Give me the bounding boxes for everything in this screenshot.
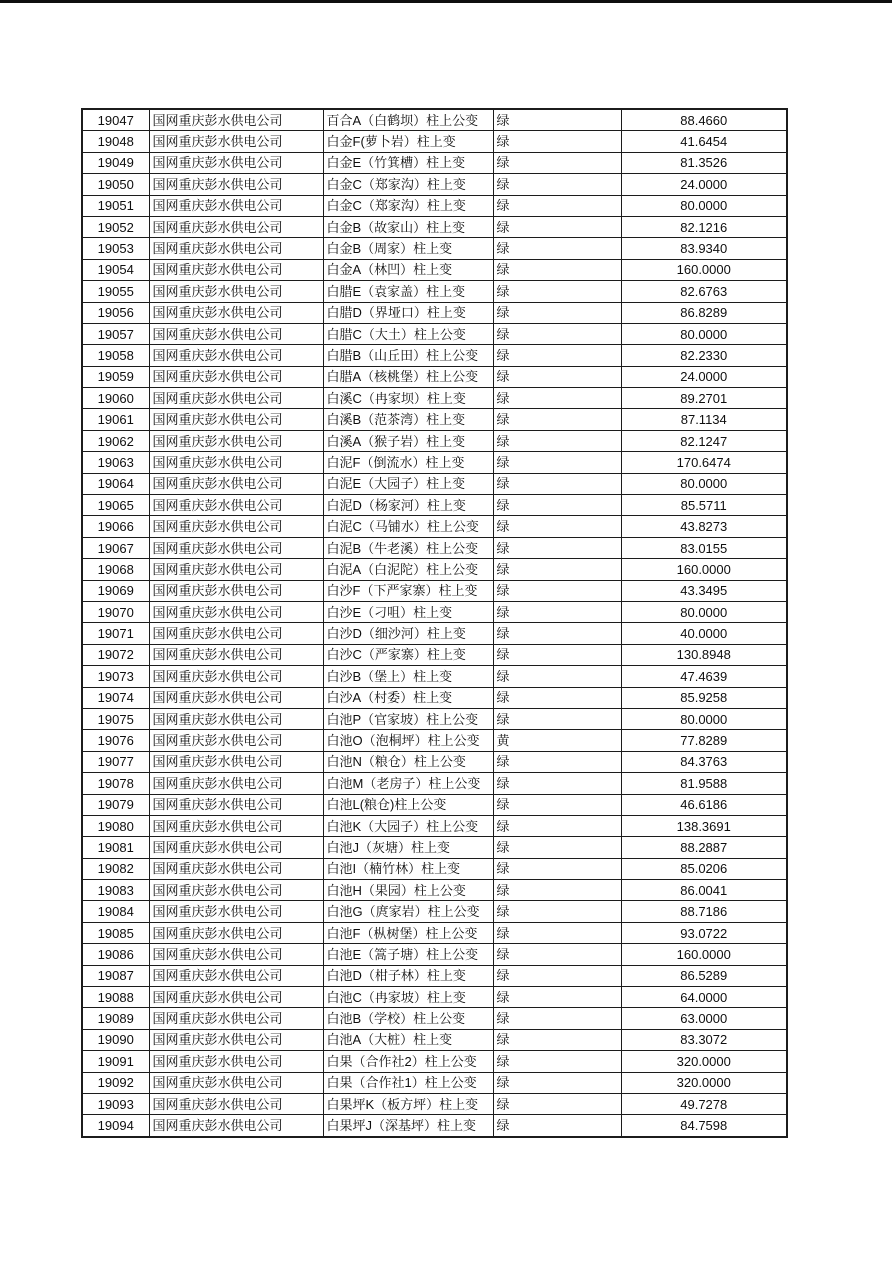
row-id-cell: 19092 (82, 1072, 149, 1093)
company-cell: 国网重庆彭水供电公司 (149, 516, 323, 537)
company-cell: 国网重庆彭水供电公司 (149, 944, 323, 965)
transformer-name-cell: 白池G（庹家岩）柱上公变 (323, 901, 493, 922)
company-cell: 国网重庆彭水供电公司 (149, 281, 323, 302)
table-row (82, 687, 787, 708)
table-row (82, 537, 787, 558)
row-id-cell: 19053 (82, 238, 149, 259)
status-cell: 绿 (493, 1051, 621, 1072)
table-row (82, 559, 787, 580)
status-cell: 绿 (493, 109, 621, 131)
transformer-name-cell: 白沙C（严家寨）柱上变 (323, 644, 493, 665)
company-cell: 国网重庆彭水供电公司 (149, 601, 323, 622)
row-id-cell: 19050 (82, 174, 149, 195)
row-id-cell: 19086 (82, 944, 149, 965)
row-id-cell: 19064 (82, 473, 149, 494)
transformer-name-cell: 白果（合作社2）柱上公变 (323, 1051, 493, 1072)
status-cell: 黄 (493, 730, 621, 751)
value-cell: 80.0000 (621, 708, 787, 729)
value-cell: 85.0206 (621, 858, 787, 879)
status-cell: 绿 (493, 1093, 621, 1114)
company-cell: 国网重庆彭水供电公司 (149, 858, 323, 879)
status-cell: 绿 (493, 751, 621, 772)
table-row (82, 216, 787, 237)
company-cell: 国网重庆彭水供电公司 (149, 216, 323, 237)
table-row (82, 238, 787, 259)
value-cell: 80.0000 (621, 195, 787, 216)
table-row (82, 644, 787, 665)
value-cell: 82.1216 (621, 216, 787, 237)
status-cell: 绿 (493, 281, 621, 302)
row-id-cell: 19065 (82, 495, 149, 516)
table-row (82, 366, 787, 387)
status-cell: 绿 (493, 430, 621, 451)
transformer-name-cell: 白池P（官家坡）柱上公变 (323, 708, 493, 729)
transformer-name-cell: 白池E（篙子塘）柱上公变 (323, 944, 493, 965)
value-cell: 77.8289 (621, 730, 787, 751)
transformer-name-cell: 白腊C（大土）柱上公变 (323, 323, 493, 344)
value-cell: 88.4660 (621, 109, 787, 131)
row-id-cell: 19048 (82, 131, 149, 152)
table-row (82, 773, 787, 794)
row-id-cell: 19085 (82, 922, 149, 943)
value-cell: 46.6186 (621, 794, 787, 815)
table-row (82, 345, 787, 366)
transformer-name-cell: 百合A（白鹤坝）柱上公变 (323, 109, 493, 131)
company-cell: 国网重庆彭水供电公司 (149, 880, 323, 901)
company-cell: 国网重庆彭水供电公司 (149, 195, 323, 216)
table-row (82, 495, 787, 516)
row-id-cell: 19094 (82, 1115, 149, 1137)
transformer-name-cell: 白金C（郑家沟）柱上变 (323, 195, 493, 216)
transformer-name-cell: 白泥B（牛老溪）柱上公变 (323, 537, 493, 558)
status-cell: 绿 (493, 1008, 621, 1029)
company-cell: 国网重庆彭水供电公司 (149, 409, 323, 430)
table-row (82, 1008, 787, 1029)
table-row (82, 409, 787, 430)
table-row (82, 815, 787, 836)
transformer-name-cell: 白沙A（村委）柱上变 (323, 687, 493, 708)
company-cell: 国网重庆彭水供电公司 (149, 388, 323, 409)
status-cell: 绿 (493, 131, 621, 152)
transformer-name-cell: 白果（合作社1）柱上公变 (323, 1072, 493, 1093)
table-row (82, 601, 787, 622)
row-id-cell: 19072 (82, 644, 149, 665)
table-row (82, 837, 787, 858)
value-cell: 81.9588 (621, 773, 787, 794)
transformer-name-cell: 白沙D（细沙河）柱上变 (323, 623, 493, 644)
company-cell: 国网重庆彭水供电公司 (149, 1093, 323, 1114)
value-cell: 80.0000 (621, 473, 787, 494)
table-row (82, 302, 787, 323)
status-cell: 绿 (493, 473, 621, 494)
company-cell: 国网重庆彭水供电公司 (149, 559, 323, 580)
table-row (82, 195, 787, 216)
value-cell: 89.2701 (621, 388, 787, 409)
row-id-cell: 19051 (82, 195, 149, 216)
row-id-cell: 19071 (82, 623, 149, 644)
table-row (82, 281, 787, 302)
row-id-cell: 19079 (82, 794, 149, 815)
company-cell: 国网重庆彭水供电公司 (149, 987, 323, 1008)
row-id-cell: 19074 (82, 687, 149, 708)
status-cell: 绿 (493, 580, 621, 601)
transformer-name-cell: 白金B（周家）柱上变 (323, 238, 493, 259)
row-id-cell: 19080 (82, 815, 149, 836)
transformer-name-cell: 白池A（大桩）柱上变 (323, 1029, 493, 1050)
value-cell: 160.0000 (621, 559, 787, 580)
company-cell: 国网重庆彭水供电公司 (149, 580, 323, 601)
value-cell: 43.8273 (621, 516, 787, 537)
transformer-name-cell: 白腊D（界垭口）柱上变 (323, 302, 493, 323)
table-row (82, 516, 787, 537)
company-cell: 国网重庆彭水供电公司 (149, 473, 323, 494)
table-row (82, 131, 787, 152)
status-cell: 绿 (493, 409, 621, 430)
row-id-cell: 19055 (82, 281, 149, 302)
row-id-cell: 19062 (82, 430, 149, 451)
row-id-cell: 19059 (82, 366, 149, 387)
transformer-name-cell: 白泥A（白泥陀）柱上公变 (323, 559, 493, 580)
company-cell: 国网重庆彭水供电公司 (149, 687, 323, 708)
company-cell: 国网重庆彭水供电公司 (149, 901, 323, 922)
company-cell: 国网重庆彭水供电公司 (149, 1072, 323, 1093)
value-cell: 86.5289 (621, 965, 787, 986)
value-cell: 93.0722 (621, 922, 787, 943)
table-row (82, 1051, 787, 1072)
row-id-cell: 19082 (82, 858, 149, 879)
value-cell: 82.6763 (621, 281, 787, 302)
value-cell: 43.3495 (621, 580, 787, 601)
transformer-name-cell: 白溪C（冉家坝）柱上变 (323, 388, 493, 409)
row-id-cell: 19068 (82, 559, 149, 580)
row-id-cell: 19076 (82, 730, 149, 751)
row-id-cell: 19067 (82, 537, 149, 558)
company-cell: 国网重庆彭水供电公司 (149, 366, 323, 387)
table-row (82, 473, 787, 494)
company-cell: 国网重庆彭水供电公司 (149, 773, 323, 794)
table-row (82, 580, 787, 601)
transformer-name-cell: 白池J（灰塘）柱上变 (323, 837, 493, 858)
table-row (82, 987, 787, 1008)
company-cell: 国网重庆彭水供电公司 (149, 815, 323, 836)
transformer-name-cell: 白果坪K（板方坪）柱上变 (323, 1093, 493, 1114)
status-cell: 绿 (493, 901, 621, 922)
status-cell: 绿 (493, 345, 621, 366)
value-cell: 64.0000 (621, 987, 787, 1008)
row-id-cell: 19049 (82, 152, 149, 173)
status-cell: 绿 (493, 815, 621, 836)
table-row (82, 880, 787, 901)
table-row (82, 708, 787, 729)
status-cell: 绿 (493, 366, 621, 387)
status-cell: 绿 (493, 388, 621, 409)
status-cell: 绿 (493, 302, 621, 323)
company-cell: 国网重庆彭水供电公司 (149, 922, 323, 943)
value-cell: 85.5711 (621, 495, 787, 516)
company-cell: 国网重庆彭水供电公司 (149, 730, 323, 751)
table-row (82, 922, 787, 943)
status-cell: 绿 (493, 452, 621, 473)
table-row (82, 1093, 787, 1114)
transformer-name-cell: 白池M（老房子）柱上公变 (323, 773, 493, 794)
status-cell: 绿 (493, 195, 621, 216)
transformer-name-cell: 白池N（粮仓）柱上公变 (323, 751, 493, 772)
row-id-cell: 19078 (82, 773, 149, 794)
row-id-cell: 19073 (82, 666, 149, 687)
row-id-cell: 19066 (82, 516, 149, 537)
row-id-cell: 19077 (82, 751, 149, 772)
status-cell: 绿 (493, 516, 621, 537)
table-row (82, 666, 787, 687)
value-cell: 85.9258 (621, 687, 787, 708)
table-row (82, 965, 787, 986)
status-cell: 绿 (493, 1072, 621, 1093)
status-cell: 绿 (493, 858, 621, 879)
transformer-name-cell: 白沙B（堡上）柱上变 (323, 666, 493, 687)
transformer-name-cell: 白沙E（刁咀）柱上变 (323, 601, 493, 622)
value-cell: 41.6454 (621, 131, 787, 152)
row-id-cell: 19075 (82, 708, 149, 729)
table-row (82, 751, 787, 772)
status-cell: 绿 (493, 987, 621, 1008)
row-id-cell: 19063 (82, 452, 149, 473)
transformer-name-cell: 白金A（林凹）柱上变 (323, 259, 493, 280)
value-cell: 83.9340 (621, 238, 787, 259)
row-id-cell: 19061 (82, 409, 149, 430)
status-cell: 绿 (493, 1115, 621, 1137)
row-id-cell: 19087 (82, 965, 149, 986)
transformer-name-cell: 白金C（郑家沟）柱上变 (323, 174, 493, 195)
status-cell: 绿 (493, 238, 621, 259)
row-id-cell: 19070 (82, 601, 149, 622)
transformer-name-cell: 白金B（故家山）柱上变 (323, 216, 493, 237)
status-cell: 绿 (493, 259, 621, 280)
row-id-cell: 19093 (82, 1093, 149, 1114)
row-id-cell: 19081 (82, 837, 149, 858)
status-cell: 绿 (493, 495, 621, 516)
transformer-name-cell: 白泥C（马铺水）柱上公变 (323, 516, 493, 537)
table-row (82, 794, 787, 815)
transformer-name-cell: 白池I（楠竹林）柱上变 (323, 858, 493, 879)
transformer-name-cell: 白溪B（范茶湾）柱上变 (323, 409, 493, 430)
company-cell: 国网重庆彭水供电公司 (149, 1029, 323, 1050)
transformer-name-cell: 白溪A（猴子岩）柱上变 (323, 430, 493, 451)
transformer-name-cell: 白池L(粮仓)柱上公变 (323, 794, 493, 815)
row-id-cell: 19047 (82, 109, 149, 131)
company-cell: 国网重庆彭水供电公司 (149, 708, 323, 729)
value-cell: 24.0000 (621, 174, 787, 195)
row-id-cell: 19057 (82, 323, 149, 344)
status-cell: 绿 (493, 216, 621, 237)
table-body (82, 109, 787, 1137)
status-cell: 绿 (493, 323, 621, 344)
status-cell: 绿 (493, 623, 621, 644)
table-row (82, 323, 787, 344)
value-cell: 87.1134 (621, 409, 787, 430)
status-cell: 绿 (493, 922, 621, 943)
value-cell: 320.0000 (621, 1051, 787, 1072)
company-cell: 国网重庆彭水供电公司 (149, 323, 323, 344)
company-cell: 国网重庆彭水供电公司 (149, 259, 323, 280)
status-cell: 绿 (493, 601, 621, 622)
company-cell: 国网重庆彭水供电公司 (149, 644, 323, 665)
company-cell: 国网重庆彭水供电公司 (149, 152, 323, 173)
table-row (82, 730, 787, 751)
table-row (82, 452, 787, 473)
company-cell: 国网重庆彭水供电公司 (149, 666, 323, 687)
table-row (82, 1072, 787, 1093)
table-row (82, 944, 787, 965)
company-cell: 国网重庆彭水供电公司 (149, 345, 323, 366)
value-cell: 88.7186 (621, 901, 787, 922)
value-cell: 83.0155 (621, 537, 787, 558)
value-cell: 47.4639 (621, 666, 787, 687)
row-id-cell: 19058 (82, 345, 149, 366)
table-row (82, 174, 787, 195)
transformer-name-cell: 白池B（学校）柱上公变 (323, 1008, 493, 1029)
table-row (82, 1115, 787, 1137)
transformer-name-cell: 白池K（大园子）柱上公变 (323, 815, 493, 836)
value-cell: 88.2887 (621, 837, 787, 858)
row-id-cell: 19083 (82, 880, 149, 901)
status-cell: 绿 (493, 965, 621, 986)
table-row (82, 858, 787, 879)
row-id-cell: 19060 (82, 388, 149, 409)
status-cell: 绿 (493, 794, 621, 815)
table-row (82, 259, 787, 280)
value-cell: 86.0041 (621, 880, 787, 901)
table-row (82, 901, 787, 922)
transformer-name-cell: 白泥D（杨家河）柱上变 (323, 495, 493, 516)
status-cell: 绿 (493, 152, 621, 173)
company-cell: 国网重庆彭水供电公司 (149, 452, 323, 473)
transformer-name-cell: 白池C（冉家坡）柱上变 (323, 987, 493, 1008)
value-cell: 320.0000 (621, 1072, 787, 1093)
company-cell: 国网重庆彭水供电公司 (149, 131, 323, 152)
value-cell: 84.7598 (621, 1115, 787, 1137)
row-id-cell: 19088 (82, 987, 149, 1008)
status-cell: 绿 (493, 944, 621, 965)
status-cell: 绿 (493, 708, 621, 729)
value-cell: 63.0000 (621, 1008, 787, 1029)
status-cell: 绿 (493, 537, 621, 558)
table-row (82, 109, 787, 131)
status-cell: 绿 (493, 644, 621, 665)
value-cell: 82.1247 (621, 430, 787, 451)
row-id-cell: 19052 (82, 216, 149, 237)
page-top-border (0, 0, 892, 3)
value-cell: 24.0000 (621, 366, 787, 387)
row-id-cell: 19054 (82, 259, 149, 280)
status-cell: 绿 (493, 880, 621, 901)
value-cell: 83.3072 (621, 1029, 787, 1050)
company-cell: 国网重庆彭水供电公司 (149, 794, 323, 815)
row-id-cell: 19090 (82, 1029, 149, 1050)
transformer-table (81, 108, 788, 1138)
status-cell: 绿 (493, 174, 621, 195)
company-cell: 国网重庆彭水供电公司 (149, 751, 323, 772)
row-id-cell: 19069 (82, 580, 149, 601)
status-cell: 绿 (493, 687, 621, 708)
transformer-name-cell: 白腊B（山丘田）柱上公变 (323, 345, 493, 366)
company-cell: 国网重庆彭水供电公司 (149, 174, 323, 195)
row-id-cell: 19084 (82, 901, 149, 922)
status-cell: 绿 (493, 666, 621, 687)
row-id-cell: 19056 (82, 302, 149, 323)
transformer-name-cell: 白池F（枞树堡）柱上公变 (323, 922, 493, 943)
transformer-name-cell: 白泥F（倒流水）柱上变 (323, 452, 493, 473)
transformer-name-cell: 白池O（泡桐坪）柱上公变 (323, 730, 493, 751)
value-cell: 80.0000 (621, 601, 787, 622)
transformer-name-cell: 白池H（果园）柱上公变 (323, 880, 493, 901)
transformer-name-cell: 白金E（竹箕槽）柱上变 (323, 152, 493, 173)
value-cell: 170.6474 (621, 452, 787, 473)
company-cell: 国网重庆彭水供电公司 (149, 109, 323, 131)
value-cell: 84.3763 (621, 751, 787, 772)
company-cell: 国网重庆彭水供电公司 (149, 430, 323, 451)
value-cell: 86.8289 (621, 302, 787, 323)
company-cell: 国网重庆彭水供电公司 (149, 1051, 323, 1072)
table-row (82, 152, 787, 173)
status-cell: 绿 (493, 773, 621, 794)
value-cell: 49.7278 (621, 1093, 787, 1114)
value-cell: 160.0000 (621, 259, 787, 280)
value-cell: 80.0000 (621, 323, 787, 344)
value-cell: 40.0000 (621, 623, 787, 644)
value-cell: 138.3691 (621, 815, 787, 836)
status-cell: 绿 (493, 837, 621, 858)
table-row (82, 430, 787, 451)
transformer-name-cell: 白泥E（大园子）柱上变 (323, 473, 493, 494)
company-cell: 国网重庆彭水供电公司 (149, 1008, 323, 1029)
transformer-name-cell: 白金F(萝卜岩）柱上变 (323, 131, 493, 152)
transformer-name-cell: 白腊A（核桃堡）柱上公变 (323, 366, 493, 387)
value-cell: 82.2330 (621, 345, 787, 366)
transformer-name-cell: 白果坪J（深基坪）柱上变 (323, 1115, 493, 1137)
transformer-name-cell: 白腊E（袁家盖）柱上变 (323, 281, 493, 302)
value-cell: 160.0000 (621, 944, 787, 965)
table-row (82, 1029, 787, 1050)
table-row (82, 388, 787, 409)
value-cell: 81.3526 (621, 152, 787, 173)
status-cell: 绿 (493, 559, 621, 580)
company-cell: 国网重庆彭水供电公司 (149, 1115, 323, 1137)
row-id-cell: 19091 (82, 1051, 149, 1072)
table-row (82, 623, 787, 644)
status-cell: 绿 (493, 1029, 621, 1050)
company-cell: 国网重庆彭水供电公司 (149, 965, 323, 986)
company-cell: 国网重庆彭水供电公司 (149, 302, 323, 323)
transformer-name-cell: 白沙F（下严家寨）柱上变 (323, 580, 493, 601)
company-cell: 国网重庆彭水供电公司 (149, 537, 323, 558)
company-cell: 国网重庆彭水供电公司 (149, 837, 323, 858)
transformer-name-cell: 白池D（柑子林）柱上变 (323, 965, 493, 986)
row-id-cell: 19089 (82, 1008, 149, 1029)
company-cell: 国网重庆彭水供电公司 (149, 495, 323, 516)
value-cell: 130.8948 (621, 644, 787, 665)
company-cell: 国网重庆彭水供电公司 (149, 238, 323, 259)
company-cell: 国网重庆彭水供电公司 (149, 623, 323, 644)
